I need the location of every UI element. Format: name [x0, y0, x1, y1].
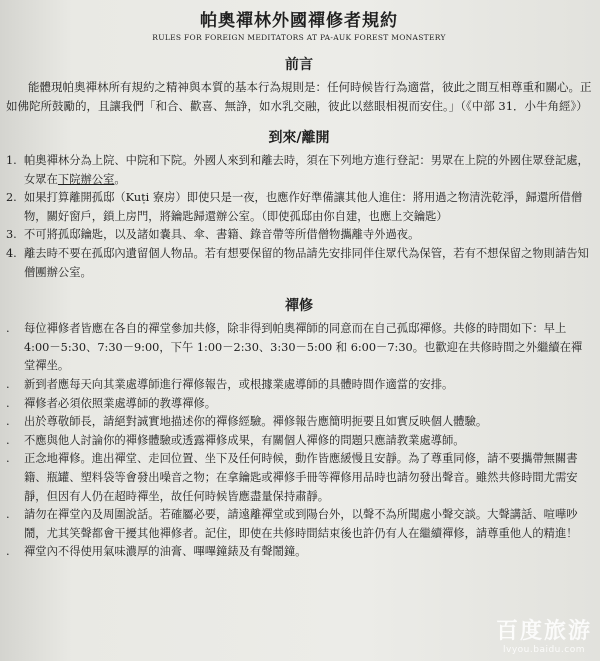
meditation-rule-item [6, 432, 592, 451]
document-title: 帕奧禪林外國禪修者規約 [200, 11, 398, 31]
arrival-rule-item [6, 226, 592, 245]
rule-text: 請勿在禪堂內及周圍說話。若確屬必要，請遠離禪堂或到陽台外，以聲不為所聞處小聲交談。大聲講話、喧嘩吵鬧，尤其笑聲都會干擾其他禪修者。記住，即使在共修時間結束後也許仍有人在繼續禪修，請尊重他人的精進！ [24, 508, 578, 540]
rule-number: . [6, 545, 10, 559]
rule-number: . [6, 396, 10, 410]
meditation-rule-item [6, 376, 592, 395]
meditation-rule-item [6, 413, 592, 432]
rule-text: 帕奧禪林分為上院、中院和下院。外國人來到和離去時，須在下列地方進行登記：男眾在上院的外國住眾登記處，女眾在 [24, 154, 589, 186]
rule-underlined-text: 下院辦公室 [57, 172, 115, 186]
rule-text: 每位禪修者皆應在各自的禪堂參加共修，除非得到帕奧禪師的同意而在自己孤邸禪修。共修的時間如下：早上 4:00－5:30、7:30－9:00，下午 1:00－2:30、3:30－5:00 和 6:00－7:30。也歡迎在共修時間之外繼續在禪堂禪坐。 [24, 322, 583, 373]
rule-text: 出於尊敬師長，請絕對誠實地描述你的禪修經驗。禪修報告應簡明扼要且如實反映個人體驗。 [24, 415, 488, 429]
rule-text: 禪堂內不得使用氣味濃厚的油膏、嗶嗶鐘錶及有聲鬧鐘。 [24, 545, 307, 559]
preface-text: 能體現帕奧禪林所有規約之精神與本質的基本行為規則是：任何時候皆行為適當，彼此之間互相尊重和關心。正如佛陀所鼓勵的，且讓我們「和合、歡喜、無諍，如水乳交融，彼此以慈眼相視而安住。」（《中部 31．小牛角經》） [6, 80, 592, 113]
watermark-url: lvyou.baidu.com [503, 645, 585, 655]
arrival-heading: 到來/離開 [268, 130, 330, 146]
rule-text: 離去時不要在孤邸內遺留個人物品。若有想要保留的物品請先安排同伴住眾代為保管，若有不想保留之物則請告知僧團辦公室。 [24, 246, 589, 279]
rule-text: 禪修者必須依照業處導師的教導禪修。 [24, 396, 217, 410]
rule-number: 3. [6, 228, 17, 242]
rule-number: . [6, 452, 10, 466]
rule-number: . [6, 415, 10, 429]
meditation-rule-item [6, 320, 592, 376]
preface-paragraph [6, 78, 592, 116]
rule-text: 不可將孤邸鑰匙，以及諸如嚢具、傘、書籍、錄音帶等所借僧物攜離寺外過夜。 [24, 228, 420, 242]
watermark-logo [496, 614, 592, 655]
meditation-rules-list [6, 320, 592, 562]
meditation-rule-item [6, 506, 592, 543]
arrival-rule-item [6, 152, 592, 189]
rule-number: . [6, 433, 10, 447]
arrival-rule-item [6, 189, 592, 226]
rule-number: . [6, 508, 10, 522]
arrival-rule-item [6, 245, 592, 282]
meditation-rule-item [6, 395, 592, 414]
rule-text: 正念地禪修。進出禪堂、走回位置、坐下及任何時候，動作皆應緩慢且安靜。為了尊重同修，請不要攜帶無關書籍、瓶罐、塑料袋等會發出噪音之物；在拿鑰匙或禪修手冊等禪修用品時也請勿發出聲音。雖然共修時間尤需安靜，但因有人仍在超時禪坐，故任何時候皆應盡量保持肅靜。 [24, 452, 578, 503]
rule-number: 1. [6, 154, 17, 167]
rule-text: 新到者應每天向其業處導師進行禪修報告，或根據業處導師的具體時間作適當的安排。 [24, 377, 454, 391]
rule-text: 如果打算離開孤邸（Kuṭi 寮房）即使只是一夜，也應作好準備讓其他人進住：將用過之物清洗乾淨，歸還所借僧物，關好窗戶，鎖上房門，將鑰匙歸還辦公室。（即使孤邸由你自建，也應上交鑰匙） [24, 191, 583, 223]
meditation-rule-item [6, 450, 592, 506]
watermark-text: 百度旅游 [495, 619, 592, 644]
rule-number: 4. [6, 246, 17, 260]
rule-text: 不應與他人討論你的禪修體驗或透露禪修成果，有關個人禪修的問題只應請教業處導師。 [24, 433, 465, 447]
rule-number: . [6, 322, 10, 336]
meditation-rule-item [6, 543, 592, 562]
preface-heading: 前言 [285, 57, 313, 73]
rule-number: 2. [6, 191, 17, 205]
meditation-heading: 禪修 [285, 298, 313, 315]
arrival-rules-list [6, 152, 592, 282]
rule-number: . [6, 377, 10, 391]
document-subtitle: RULES FOR FOREIGN MEDITATORS AT PA-AUK FOREST MONASTERY [152, 33, 446, 42]
rule-text-end: 。 [114, 172, 126, 186]
